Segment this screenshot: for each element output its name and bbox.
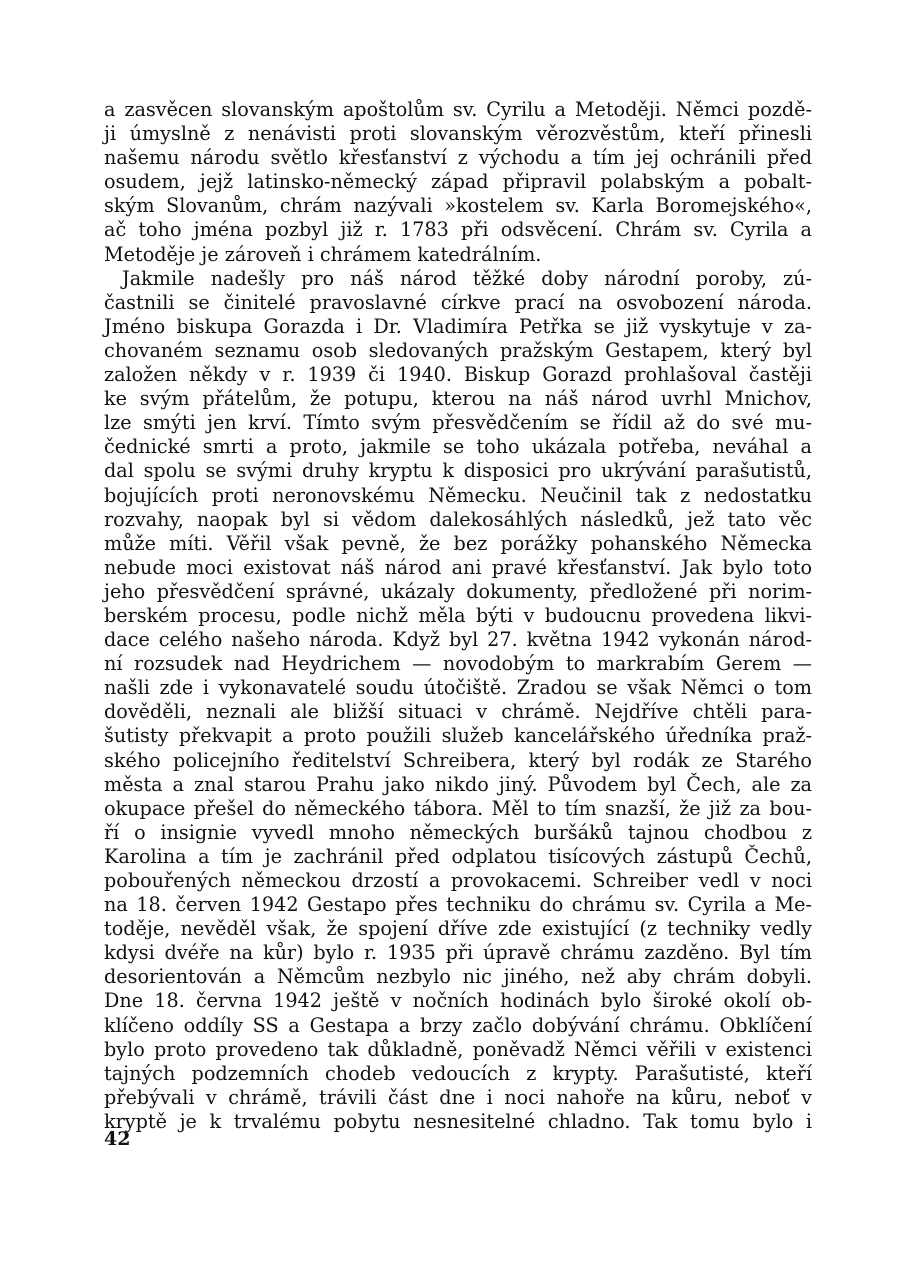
text-line: osudem, jejž latinsko-německý západ připravil polabským a pobalt- bbox=[104, 170, 812, 194]
text-line: ským Slovanům, chrám nazývali »kostelem sv. Karla Boromejského«, bbox=[104, 194, 812, 218]
text-line: dace celého našeho národa. Když byl 27. května 1942 vykonán národ- bbox=[104, 628, 812, 652]
text-line: rozvahy, naopak byl si vědom dalekosáhlých následků, jež tato věc bbox=[104, 507, 812, 531]
text-line: častnili se činitelé pravoslavné církve prací na osvobození národa. bbox=[104, 290, 812, 314]
text-line: okupace přešel do německého tábora. Měl to tím snazší, že již za bou- bbox=[104, 796, 812, 820]
text-line: Karolina a tím je zachránil před odplatou tisícových zástupů Čechů, bbox=[104, 844, 812, 868]
text-line: klíčeno oddíly SS a Gestapa a brzy začlo dobývání chrámu. Obklíčení bbox=[104, 1013, 812, 1037]
text-line: nebude moci existovat náš národ ani pravé křesťanství. Jak bylo toto bbox=[104, 555, 812, 579]
text-line: desorientován a Němcům nezbylo nic jiného, než aby chrám dobyli. bbox=[104, 965, 812, 989]
text-line: kdysi dvéře na kůr) bylo r. 1935 při úpravě chrámu zazděno. Byl tím bbox=[104, 941, 812, 965]
text-line: přebývali v chrámě, trávili část dne i noci nahoře na kůru, neboť v bbox=[104, 1085, 812, 1109]
text-line: Dne 18. června 1942 ještě v nočních hodinách bylo široké okolí ob- bbox=[104, 989, 812, 1013]
text-line: chovaném seznamu osob sledovaných pražským Gestapem, který byl bbox=[104, 338, 812, 362]
text-line: na 18. červen 1942 Gestapo přes techniku do chrámu sv. Cyrila a Me- bbox=[104, 893, 812, 917]
text-line: ní rozsudek nad Heydrichem — novodobým to markrabím Gerem — bbox=[104, 652, 812, 676]
text-line: čednické smrti a proto, jakmile se toho ukázala potřeba, neváhal a bbox=[104, 435, 812, 459]
text-line: Jakmile nadešly pro náš národ těžké doby národní poroby, zú- bbox=[122, 266, 812, 290]
text-line: ří o insignie vyvedl mnoho německých buršáků tajnou chodbou z bbox=[104, 820, 812, 844]
text-line: šutisty překvapit a proto použili služeb kancelářského úředníka praž- bbox=[104, 724, 812, 748]
text-line: lze smýti jen krví. Tímto svým přesvědčením se řídil až do své mu- bbox=[104, 411, 812, 435]
text-line: dověděli, neznali ale bližší situaci v chrámě. Nejdříve chtěli para- bbox=[104, 700, 812, 724]
text-line: ač toho jména pozbyl již r. 1783 při odsvěcení. Chrám sv. Cyrila a bbox=[104, 218, 812, 242]
text-line: a zasvěcen slovanským apoštolům sv. Cyrilu a Metoději. Němci pozdě- bbox=[104, 98, 812, 121]
text-line: našli zde i vykonavatelé soudu útočiště. Zradou se však Němci o tom bbox=[104, 676, 812, 700]
text-line: Metoděje je zároveň i chrámem katedrálním. bbox=[104, 242, 542, 266]
page-text bbox=[104, 98, 812, 1134]
text-line: ke svým přátelům, že potupu, kterou na náš národ uvrhl Mnichov, bbox=[104, 387, 812, 411]
text-line: berském procesu, podle nichž měla býti v budoucnu provedena likvi- bbox=[104, 603, 812, 627]
text-line: tajných podzemních chodeb vedoucích z krypty. Parašutisté, kteří bbox=[104, 1061, 812, 1085]
text-line: ji úmyslně z nenávisti proti slovanským věrozvěstům, kteří přinesli bbox=[104, 122, 812, 146]
text-line: ského policejního ředitelství Schreibera, který byl rodák ze Starého bbox=[104, 748, 812, 772]
text-line: může míti. Věřil však pevně, že bez porážky pohanského Německa bbox=[104, 531, 812, 555]
text-line: pobouřených německou drzostí a provokacemi. Schreiber vedl v noci bbox=[104, 869, 812, 892]
text-line: města a znal starou Prahu jako nikdo jiný. Původem byl Čech, ale za bbox=[104, 772, 812, 796]
text-line: bojujících proti neronovskému Německu. Neučinil tak z nedostatku bbox=[104, 483, 812, 507]
text-line: toděje, nevěděl však, že spojení dříve zde existující (z techniky vedly bbox=[104, 917, 812, 941]
text-line: založen někdy v r. 1939 či 1940. Biskup Gorazd prohlašoval častěji bbox=[104, 363, 812, 387]
text-line: dal spolu se svými druhy kryptu k disposici pro ukrývání parašutistů, bbox=[104, 459, 812, 483]
text-line: bylo proto provedeno tak důkladně, poněvadž Němci věřili v existenci bbox=[104, 1037, 812, 1061]
page-number: 42 bbox=[104, 1128, 131, 1150]
text-line: Jméno biskupa Gorazda i Dr. Vladimíra Petřka se již vyskytuje v za- bbox=[104, 314, 812, 338]
text-line: našemu národu světlo křesťanství z východu a tím jej ochránili před bbox=[104, 146, 812, 170]
text-line: jeho přesvědčení správné, ukázaly dokumenty, předložené při norim- bbox=[104, 579, 812, 603]
text-line: kryptě je k trvalému pobytu nesnesitelné chladno. Tak tomu bylo i bbox=[104, 1109, 812, 1133]
